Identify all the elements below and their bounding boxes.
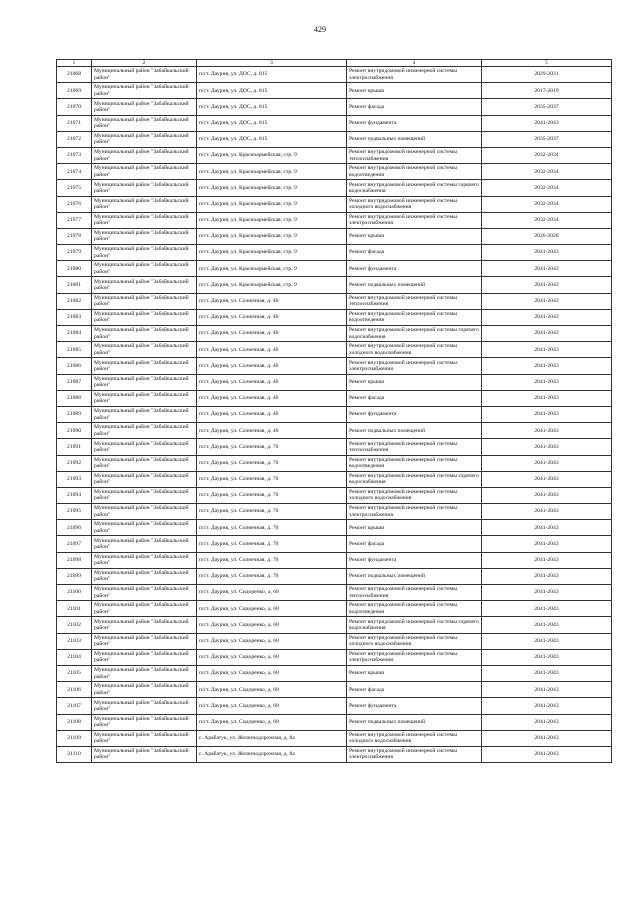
municipality-cell: Муниципальный район "Забайкальский район" (92, 568, 197, 584)
municipality-cell: Муниципальный район "Забайкальский район" (92, 714, 197, 730)
table-row (57, 552, 612, 568)
municipality-cell: Муниципальный район "Забайкальский район" (92, 682, 197, 698)
address-cell: п/ст. Даурия, ул. Сидоренко, д. 68 (197, 633, 347, 649)
row-number-cell: 21099 (57, 568, 92, 584)
municipality-cell: Муниципальный район "Забайкальский район" (92, 228, 197, 244)
period-cell: 2041-2043 (482, 536, 612, 552)
table-row (57, 67, 612, 83)
work-type-cell: Ремонт внутридомовой инженерной системы теплоснабжения (347, 147, 482, 163)
municipality-cell: Муниципальный район "Забайкальский район" (92, 342, 197, 358)
municipality-cell: Муниципальный район "Забайкальский район" (92, 487, 197, 503)
work-type-cell: Ремонт фасада (347, 390, 482, 406)
table-row (57, 471, 612, 487)
column-header-4: 4 (347, 60, 482, 67)
municipality-cell: Муниципальный район "Забайкальский район" (92, 245, 197, 261)
address-cell: п/ст. Даурия, ул. Сидоренко, д. 68 (197, 601, 347, 617)
period-cell: 2041-2043 (482, 520, 612, 536)
address-cell: п/ст. Даурия, ул. ДОС, д. 815 (197, 67, 347, 83)
table-row (57, 455, 612, 471)
page-number: 429 (314, 25, 326, 34)
table-row (57, 277, 612, 293)
work-type-cell: Ремонт внутридомовой инженерной системы холодного водоснабжения (347, 196, 482, 212)
work-type-cell: Ремонт внутридомовой инженерной системы водоотведения (347, 309, 482, 325)
period-cell: 2041-2043 (482, 261, 612, 277)
work-type-cell: Ремонт внутридомовой инженерной системы электроснабжения (347, 67, 482, 83)
table-row (57, 682, 612, 698)
table-row (57, 342, 612, 358)
work-type-cell: Ремонт фасада (347, 245, 482, 261)
row-number-cell: 21075 (57, 180, 92, 196)
address-cell: п/ст. Даурия, ул. ДОС, д. 815 (197, 115, 347, 131)
address-cell: п/ст. Даурия, ул. Красноармейская, стр. 9 (197, 196, 347, 212)
row-number-cell: 21094 (57, 487, 92, 503)
period-cell: 2041-2043 (482, 730, 612, 746)
period-cell: 2035-2037 (482, 99, 612, 115)
work-type-cell: Ремонт внутридомовой инженерной системы холодного водоснабжения (347, 487, 482, 503)
period-cell: 2041-2043 (482, 115, 612, 131)
column-header-1: 1 (57, 60, 92, 67)
period-cell: 2041-2043 (482, 471, 612, 487)
row-number-cell: 21071 (57, 115, 92, 131)
address-cell: п/ст. Даурия, ул. Сидоренко, д. 68 (197, 617, 347, 633)
work-type-cell: Ремонт внутридомовой инженерной системы теплоснабжения (347, 293, 482, 309)
table-row (57, 520, 612, 536)
work-type-cell: Ремонт фасада (347, 536, 482, 552)
address-cell: п/ст. Даурия, ул. Солнечная, д. 40 (197, 293, 347, 309)
municipality-cell: Муниципальный район "Забайкальский район" (92, 147, 197, 163)
work-type-cell: Ремонт внутридомовой инженерной системы водоотведения (347, 455, 482, 471)
period-cell: 2041-2043 (482, 423, 612, 439)
municipality-cell: Муниципальный район "Забайкальский район" (92, 196, 197, 212)
municipality-cell: Муниципальный район "Забайкальский район" (92, 698, 197, 714)
row-number-cell: 21098 (57, 552, 92, 568)
period-cell: 2035-2037 (482, 131, 612, 147)
table-row (57, 504, 612, 520)
row-number-cell: 21108 (57, 714, 92, 730)
table-row (57, 536, 612, 552)
row-number-cell: 21076 (57, 196, 92, 212)
municipality-cell: Муниципальный район "Забайкальский район" (92, 633, 197, 649)
address-cell: п/ст. Даурия, ул. Солнечная, д. 70 (197, 568, 347, 584)
municipality-cell: Муниципальный район "Забайкальский район" (92, 406, 197, 422)
municipality-cell: Муниципальный район "Забайкальский район" (92, 164, 197, 180)
period-cell: 2041-2043 (482, 649, 612, 665)
municipality-cell: Муниципальный район "Забайкальский район" (92, 520, 197, 536)
work-type-cell: Ремонт внутридомовой инженерной системы электроснабжения (347, 504, 482, 520)
table-row (57, 326, 612, 342)
table-row (57, 423, 612, 439)
table-row (57, 115, 612, 131)
work-type-cell: Ремонт подвальных помещений (347, 714, 482, 730)
municipality-cell: Муниципальный район "Забайкальский район" (92, 115, 197, 131)
municipality-cell: Муниципальный район "Забайкальский район" (92, 261, 197, 277)
row-number-cell: 21105 (57, 665, 92, 681)
work-type-cell: Ремонт внутридомовой инженерной системы электроснабжения (347, 358, 482, 374)
period-cell: 2041-2043 (482, 552, 612, 568)
work-type-cell: Ремонт крыши (347, 228, 482, 244)
address-cell: п/ст. Даурия, ул. Красноармейская, стр. 9 (197, 261, 347, 277)
work-type-cell: Ремонт внутридомовой инженерной системы холодного водоснабжения (347, 633, 482, 649)
municipality-cell: Муниципальный район "Забайкальский район" (92, 665, 197, 681)
work-type-cell: Ремонт подвальных помещений (347, 568, 482, 584)
row-number-cell: 21078 (57, 228, 92, 244)
address-cell: п/ст. Даурия, ул. Солнечная, д. 40 (197, 309, 347, 325)
period-cell: 2041-2043 (482, 633, 612, 649)
table-row (57, 293, 612, 309)
table-row (57, 730, 612, 746)
municipality-cell: Муниципальный район "Забайкальский район" (92, 293, 197, 309)
period-cell: 2041-2043 (482, 682, 612, 698)
municipality-cell: Муниципальный район "Забайкальский район" (92, 212, 197, 228)
address-cell: п/ст. Даурия, ул. Сидоренко, д. 68 (197, 585, 347, 601)
row-number-cell: 21109 (57, 730, 92, 746)
address-cell: п/ст. Даурия, ул. Солнечная, д. 70 (197, 487, 347, 503)
work-type-cell: Ремонт внутридомовой инженерной системы горячего водоснабжения (347, 471, 482, 487)
work-type-cell: Ремонт внутридомовой инженерной системы водоотведения (347, 601, 482, 617)
address-cell: п/ст. Даурия, ул. Солнечная, д. 70 (197, 552, 347, 568)
address-cell: п/ст. Даурия, ул. Солнечная, д. 40 (197, 390, 347, 406)
work-type-cell: Ремонт фасада (347, 99, 482, 115)
work-type-cell: Ремонт фундамента (347, 698, 482, 714)
work-type-cell: Ремонт подвальных помещений (347, 131, 482, 147)
municipality-cell: Муниципальный район "Забайкальский район" (92, 730, 197, 746)
period-cell: 2041-2043 (482, 245, 612, 261)
row-number-cell: 21089 (57, 406, 92, 422)
table-body (57, 67, 612, 763)
table-row (57, 228, 612, 244)
table-row (57, 746, 612, 762)
column-header-5: 5 (482, 60, 612, 67)
work-type-cell: Ремонт крыши (347, 520, 482, 536)
work-type-cell: Ремонт внутридомовой инженерной системы горячего водоснабжения (347, 326, 482, 342)
municipality-cell: Муниципальный район "Забайкальский район" (92, 617, 197, 633)
row-number-cell: 21103 (57, 633, 92, 649)
row-number-cell: 21087 (57, 374, 92, 390)
municipality-cell: Муниципальный район "Забайкальский район" (92, 131, 197, 147)
work-type-cell: Ремонт подвальных помещений (347, 423, 482, 439)
municipality-cell: Муниципальный район "Забайкальский район" (92, 439, 197, 455)
table-row (57, 261, 612, 277)
address-cell: п/ст. Даурия, ул. ДОС, д. 815 (197, 131, 347, 147)
table-row (57, 601, 612, 617)
work-type-cell: Ремонт внутридомовой инженерной системы холодного водоснабжения (347, 342, 482, 358)
address-cell: п/ст. Даурия, ул. ДОС, д. 815 (197, 99, 347, 115)
address-cell: п/ст. Даурия, ул. Солнечная, д. 70 (197, 439, 347, 455)
table-row (57, 164, 612, 180)
period-cell: 2032-2034 (482, 196, 612, 212)
period-cell: 2041-2043 (482, 309, 612, 325)
work-type-cell: Ремонт подвальных помещений (347, 277, 482, 293)
address-cell: п/ст. Даурия, ул. Солнечная, д. 40 (197, 406, 347, 422)
municipality-cell: Муниципальный район "Забайкальский район" (92, 455, 197, 471)
row-number-cell: 21096 (57, 520, 92, 536)
table-row (57, 439, 612, 455)
column-header-2: 2 (92, 60, 197, 67)
period-cell: 2041-2043 (482, 714, 612, 730)
row-number-cell: 21079 (57, 245, 92, 261)
work-type-cell: Ремонт внутридомовой инженерной системы электроснабжения (347, 746, 482, 762)
row-number-cell: 21092 (57, 455, 92, 471)
row-number-cell: 21102 (57, 617, 92, 633)
period-cell: 2041-2043 (482, 406, 612, 422)
period-cell: 2041-2043 (482, 601, 612, 617)
address-cell: п/ст. Даурия, ул. Красноармейская, стр. 9 (197, 228, 347, 244)
row-number-cell: 21070 (57, 99, 92, 115)
period-cell: 2041-2043 (482, 487, 612, 503)
work-type-cell: Ремонт внутридомовой инженерной системы электроснабжения (347, 649, 482, 665)
row-number-cell: 21104 (57, 649, 92, 665)
row-number-cell: 21107 (57, 698, 92, 714)
work-type-cell: Ремонт крыши (347, 83, 482, 99)
row-number-cell: 21068 (57, 67, 92, 83)
table-row (57, 309, 612, 325)
period-cell: 2041-2043 (482, 342, 612, 358)
municipality-cell: Муниципальный район "Забайкальский район" (92, 67, 197, 83)
work-type-cell: Ремонт фундамента (347, 261, 482, 277)
period-cell: 2041-2043 (482, 277, 612, 293)
period-cell: 2041-2043 (482, 568, 612, 584)
municipality-cell: Муниципальный район "Забайкальский район" (92, 99, 197, 115)
table-row (57, 714, 612, 730)
table-row (57, 99, 612, 115)
row-number-cell: 21091 (57, 439, 92, 455)
column-header-3: 3 (197, 60, 347, 67)
table-row (57, 358, 612, 374)
address-cell: п/ст. Даурия, ул. Солнечная, д. 70 (197, 504, 347, 520)
address-cell: п/ст. Даурия, ул. Солнечная, д. 40 (197, 342, 347, 358)
address-cell: п/ст. Даурия, ул. Солнечная, д. 40 (197, 374, 347, 390)
work-type-cell: Ремонт крыши (347, 374, 482, 390)
work-type-cell: Ремонт внутридомовой инженерной системы теплоснабжения (347, 585, 482, 601)
period-cell: 2041-2043 (482, 665, 612, 681)
address-cell: п/ст. Даурия, ул. Солнечная, д. 40 (197, 423, 347, 439)
period-cell: 2017-2019 (482, 83, 612, 99)
period-cell: 2041-2043 (482, 390, 612, 406)
table-row (57, 180, 612, 196)
row-number-cell: 21106 (57, 682, 92, 698)
municipality-cell: Муниципальный район "Забайкальский район" (92, 471, 197, 487)
municipality-cell: Муниципальный район "Забайкальский район" (92, 83, 197, 99)
work-type-cell: Ремонт фундамента (347, 406, 482, 422)
municipality-cell: Муниципальный район "Забайкальский район" (92, 649, 197, 665)
work-type-cell: Ремонт фундамента (347, 115, 482, 131)
address-cell: п/ст. Даурия, ул. ДОС, д. 815 (197, 83, 347, 99)
address-cell: п/ст. Даурия, ул. Сидоренко, д. 68 (197, 682, 347, 698)
repair-schedule-table (56, 59, 612, 763)
address-cell: п/ст. Даурия, ул. Красноармейская, стр. 9 (197, 277, 347, 293)
municipality-cell: Муниципальный район "Забайкальский район" (92, 601, 197, 617)
table-row (57, 390, 612, 406)
work-type-cell: Ремонт внутридомовой инженерной системы теплоснабжения (347, 439, 482, 455)
table-row (57, 698, 612, 714)
row-number-cell: 21088 (57, 390, 92, 406)
municipality-cell: Муниципальный район "Забайкальский район" (92, 504, 197, 520)
period-cell: 2041-2043 (482, 746, 612, 762)
table-row (57, 83, 612, 99)
address-cell: п/ст. Даурия, ул. Сидоренко, д. 68 (197, 698, 347, 714)
address-cell: п/ст. Даурия, ул. Красноармейская, стр. 9 (197, 212, 347, 228)
row-number-cell: 21077 (57, 212, 92, 228)
row-number-cell: 21072 (57, 131, 92, 147)
row-number-cell: 21082 (57, 293, 92, 309)
row-number-cell: 21074 (57, 164, 92, 180)
row-number-cell: 21093 (57, 471, 92, 487)
address-cell: п/ст. Даурия, ул. Сидоренко, д. 68 (197, 714, 347, 730)
work-type-cell: Ремонт внутридомовой инженерной системы холодного водоснабжения (347, 730, 482, 746)
period-cell: 2032-2034 (482, 212, 612, 228)
address-cell: п/ст. Даурия, ул. Солнечная, д. 70 (197, 520, 347, 536)
row-number-cell: 21110 (57, 746, 92, 762)
period-cell: 2029-2031 (482, 67, 612, 83)
address-cell: п/ст. Даурия, ул. Красноармейская, стр. 9 (197, 245, 347, 261)
table-row (57, 487, 612, 503)
table-row (57, 568, 612, 584)
period-cell: 2041-2043 (482, 455, 612, 471)
address-cell: с. Арабатук, ул. Железнодорожная, д. 8а (197, 746, 347, 762)
row-number-cell: 21100 (57, 585, 92, 601)
work-type-cell: Ремонт внутридомовой инженерной системы электроснабжения (347, 212, 482, 228)
period-cell: 2026-2028 (482, 228, 612, 244)
address-cell: п/ст. Даурия, ул. Солнечная, д. 40 (197, 358, 347, 374)
address-cell: п/ст. Даурия, ул. Красноармейская, стр. 9 (197, 164, 347, 180)
table-row (57, 131, 612, 147)
municipality-cell: Муниципальный район "Забайкальский район" (92, 746, 197, 762)
row-number-cell: 21080 (57, 261, 92, 277)
address-cell: п/ст. Даурия, ул. Красноармейская, стр. 9 (197, 180, 347, 196)
table-row (57, 585, 612, 601)
work-type-cell: Ремонт внутридомовой инженерной системы горячего водоснабжения (347, 180, 482, 196)
row-number-cell: 21083 (57, 309, 92, 325)
municipality-cell: Муниципальный район "Забайкальский район" (92, 536, 197, 552)
municipality-cell: Муниципальный район "Забайкальский район" (92, 552, 197, 568)
table-header (57, 60, 612, 67)
row-number-cell: 21073 (57, 147, 92, 163)
table-row (57, 406, 612, 422)
row-number-cell: 21084 (57, 326, 92, 342)
period-cell: 2041-2043 (482, 439, 612, 455)
work-type-cell: Ремонт фундамента (347, 552, 482, 568)
period-cell: 2041-2043 (482, 585, 612, 601)
address-cell: п/ст. Даурия, ул. Солнечная, д. 40 (197, 326, 347, 342)
municipality-cell: Муниципальный район "Забайкальский район" (92, 277, 197, 293)
row-number-cell: 21097 (57, 536, 92, 552)
period-cell: 2032-2034 (482, 164, 612, 180)
municipality-cell: Муниципальный район "Забайкальский район" (92, 423, 197, 439)
row-number-cell: 21090 (57, 423, 92, 439)
row-number-cell: 21081 (57, 277, 92, 293)
municipality-cell: Муниципальный район "Забайкальский район" (92, 358, 197, 374)
address-cell: п/ст. Даурия, ул. Красноармейская, стр. 9 (197, 147, 347, 163)
table-row (57, 665, 612, 681)
table-row (57, 245, 612, 261)
row-number-cell: 21095 (57, 504, 92, 520)
municipality-cell: Муниципальный район "Забайкальский район" (92, 309, 197, 325)
municipality-cell: Муниципальный район "Забайкальский район" (92, 374, 197, 390)
work-type-cell: Ремонт внутридомовой инженерной системы горячего водоснабжения (347, 617, 482, 633)
table-row (57, 196, 612, 212)
row-number-cell: 21101 (57, 601, 92, 617)
address-cell: п/ст. Даурия, ул. Солнечная, д. 70 (197, 536, 347, 552)
address-cell: п/ст. Даурия, ул. Солнечная, д. 70 (197, 471, 347, 487)
period-cell: 2032-2034 (482, 147, 612, 163)
work-type-cell: Ремонт крыши (347, 665, 482, 681)
table-row (57, 374, 612, 390)
table-row (57, 147, 612, 163)
address-cell: п/ст. Даурия, ул. Солнечная, д. 70 (197, 455, 347, 471)
row-number-cell: 21069 (57, 83, 92, 99)
period-cell: 2041-2043 (482, 617, 612, 633)
address-cell: п/ст. Даурия, ул. Сидоренко, д. 68 (197, 649, 347, 665)
period-cell: 2041-2043 (482, 293, 612, 309)
table-row (57, 212, 612, 228)
work-type-cell: Ремонт фасада (347, 682, 482, 698)
period-cell: 2041-2043 (482, 504, 612, 520)
work-type-cell: Ремонт внутридомовой инженерной системы водоотведения (347, 164, 482, 180)
address-cell: с. Арабатук, ул. Железнодорожная, д. 8а (197, 730, 347, 746)
municipality-cell: Муниципальный район "Забайкальский район" (92, 390, 197, 406)
row-number-cell: 21086 (57, 358, 92, 374)
period-cell: 2041-2043 (482, 326, 612, 342)
period-cell: 2041-2043 (482, 374, 612, 390)
header-row (57, 60, 612, 67)
table-row (57, 617, 612, 633)
address-cell: п/ст. Даурия, ул. Сидоренко, д. 68 (197, 665, 347, 681)
municipality-cell: Муниципальный район "Забайкальский район" (92, 585, 197, 601)
municipality-cell: Муниципальный район "Забайкальский район" (92, 326, 197, 342)
municipality-cell: Муниципальный район "Забайкальский район" (92, 180, 197, 196)
period-cell: 2032-2034 (482, 180, 612, 196)
table-row (57, 633, 612, 649)
table-row (57, 649, 612, 665)
row-number-cell: 21085 (57, 342, 92, 358)
period-cell: 2041-2043 (482, 698, 612, 714)
period-cell: 2041-2043 (482, 358, 612, 374)
